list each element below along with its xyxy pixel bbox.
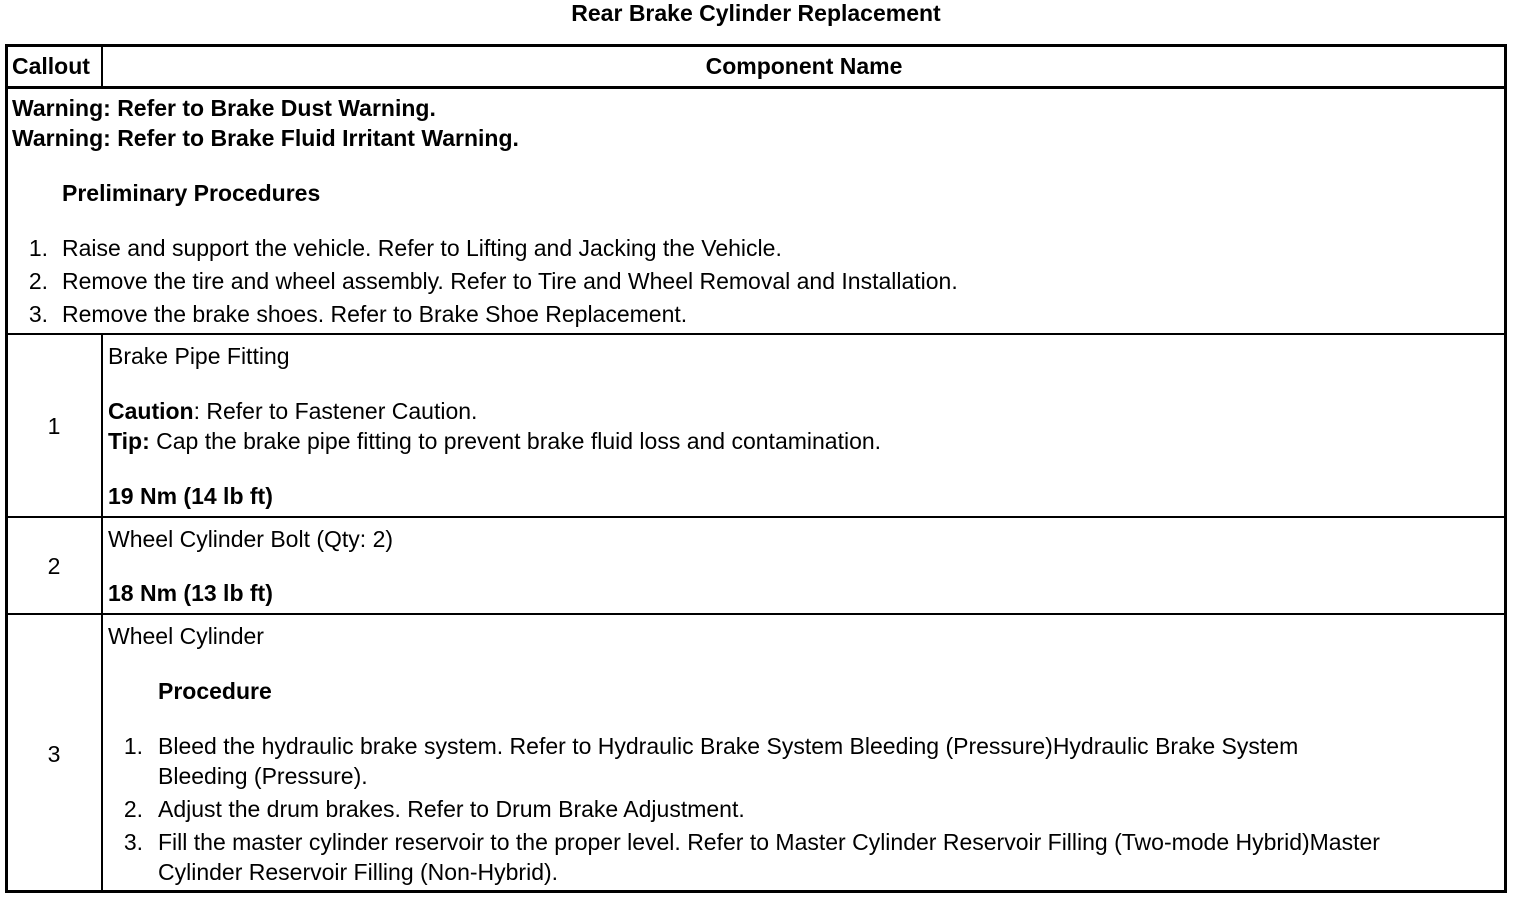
torque-spec: 18 Nm (13 lb ft) [108, 580, 273, 606]
caution-label: Caution [108, 398, 194, 424]
tip-label: Tip: [108, 428, 150, 454]
warning-label: Warning [12, 95, 104, 121]
step-number: 1. [28, 235, 48, 261]
component-name: Wheel Cylinder [108, 623, 264, 649]
step-number: 2. [28, 268, 48, 294]
step-text: Remove the tire and wheel assembly. Refer to Tire and Wheel Removal and Installation. [62, 268, 958, 294]
step-number: 3. [123, 829, 143, 855]
step-text: Remove the brake shoes. Refer to Brake Shoe Replacement. [62, 301, 688, 327]
step-number: 3. [28, 301, 48, 327]
warning-2 [12, 127, 519, 150]
step-text-continued: Cylinder Reservoir Filling (Non-Hybrid). [158, 859, 559, 885]
step-text: Fill the master cylinder reservoir to the proper level. Refer to Master Cylinder Reservoir Filling (Two-mode Hybrid)Master [158, 829, 1380, 855]
step-number: 2. [123, 796, 143, 822]
callout-1: 1 [47, 413, 61, 439]
column-divider-body [101, 333, 103, 893]
component-name: Wheel Cylinder Bolt (Qty: 2) [108, 526, 394, 552]
step-text-continued: Bleeding (Pressure). [158, 763, 368, 789]
step-number: 1. [123, 733, 143, 759]
component-name: Brake Pipe Fitting [108, 343, 290, 369]
row-divider-2 [5, 516, 1507, 518]
step-text: Adjust the drum brakes. Refer to Drum Brake Adjustment. [158, 796, 745, 822]
tip-text: Cap the brake pipe fitting to prevent brake fluid loss and contamination. [149, 428, 882, 454]
row-divider-3 [5, 613, 1507, 615]
torque-spec: 19 Nm (14 lb ft) [108, 483, 273, 509]
warning-1 [12, 97, 436, 120]
tip-note [108, 430, 881, 453]
preliminary-procedures-heading: Preliminary Procedures [62, 180, 321, 206]
warning-label: Warning [12, 125, 104, 151]
warning-text: : Refer to Brake Dust Warning. [103, 95, 436, 121]
row-divider-1 [5, 333, 1507, 335]
callout-2: 2 [47, 553, 61, 579]
header-callout: Callout [12, 53, 90, 79]
procedure-heading: Procedure [158, 678, 272, 704]
header-component-name: Component Name [705, 53, 903, 79]
caution-note [108, 400, 477, 423]
caution-text: : Refer to Fastener Caution. [193, 398, 478, 424]
document-title: Rear Brake Cylinder Replacement [571, 0, 941, 26]
step-text: Bleed the hydraulic brake system. Refer to Hydraulic Brake System Bleeding (Pressure)Hydraulic Brake System [158, 733, 1299, 759]
warning-text: : Refer to Brake Fluid Irritant Warning. [103, 125, 519, 151]
step-text: Raise and support the vehicle. Refer to Lifting and Jacking the Vehicle. [62, 235, 782, 261]
header-divider [5, 86, 1507, 89]
callout-3: 3 [47, 741, 61, 767]
